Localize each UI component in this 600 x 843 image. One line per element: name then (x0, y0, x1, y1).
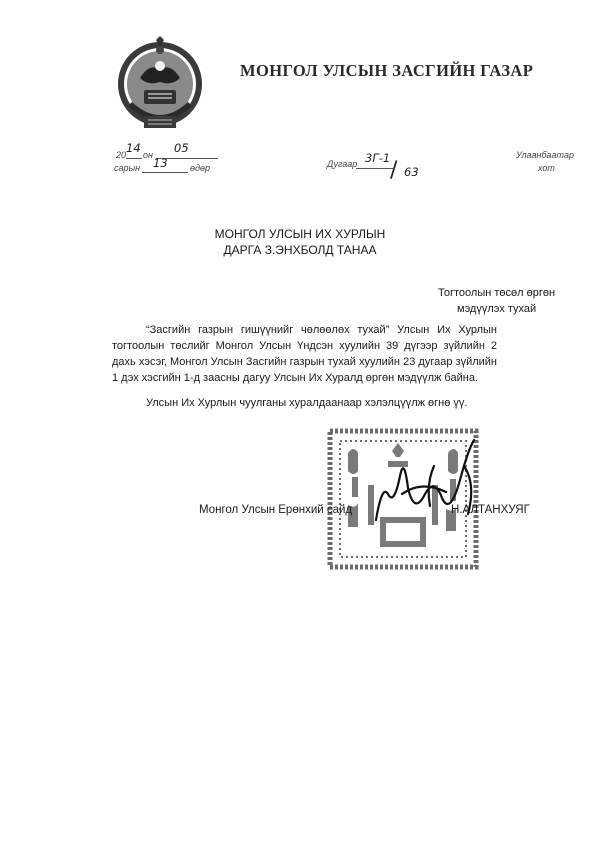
signatory-name: Н.АЛТАНХУЯГ (451, 504, 530, 516)
body-paragraph-1: “Засгийн газрын гишүүнийг чөлөөлөх тухай” Улсын Их Хурлын тогтоолын төслийг Монгол Улсын Үндсэн хуулийн 39 дүгээр зүйлийн 2 дахь хэсэг, Монгол Улсын Засгийн газрын тухай хуулийн 23 дугаар зүйлийн 1 дэх хэсгийн 1-д заасны дагуу Улсын Их Хуралд өргөн мэдүүлж байна. (112, 324, 497, 384)
year-underline (126, 158, 142, 159)
subject-line-2: мэдүүлэх тухай (457, 303, 537, 315)
city-suffix: хот (538, 163, 555, 173)
day-underline (142, 172, 188, 173)
year-prefix: 20 (116, 150, 127, 160)
number-label: Дугаар (327, 159, 358, 169)
year-handwritten: 14 (126, 141, 141, 155)
month-label: он (143, 150, 153, 160)
month-word: сарын (114, 163, 141, 173)
handwritten-signature (364, 436, 484, 532)
day-handwritten: 13 (153, 156, 168, 170)
number-handwritten-part1: 3Г-1 (365, 151, 391, 165)
body-paragraph-2: Улсын Их Хурлын чуулганы хуралдаанаар хэлэлцүүлж өгнө үү. (146, 397, 468, 409)
subject-line-1: Тогтоолын төсөл өргөн (438, 287, 556, 299)
subject-block (438, 285, 555, 317)
state-emblem-icon (114, 36, 206, 134)
addressee-line-1: МОНГОЛ УЛСЫН ИХ ХУРЛЫН (214, 227, 386, 241)
month-handwritten: 05 (174, 141, 189, 155)
organization-title: МОНГОЛ УЛСЫН ЗАСГИЙН ГАЗАР (240, 61, 534, 80)
signatory-role: Монгол Улсын Ерөнхий сайд (199, 504, 353, 516)
city-name: Улаанбаатар (516, 150, 574, 160)
addressee-line-2: ДАРГА З.ЭНХБОЛД ТАНАА (223, 243, 377, 257)
number-handwritten-part2: 63 (404, 165, 419, 179)
day-word: өдөр (190, 163, 210, 173)
addressee-block (0, 226, 600, 258)
number-slash: / (390, 158, 398, 183)
number-underline (356, 168, 394, 169)
